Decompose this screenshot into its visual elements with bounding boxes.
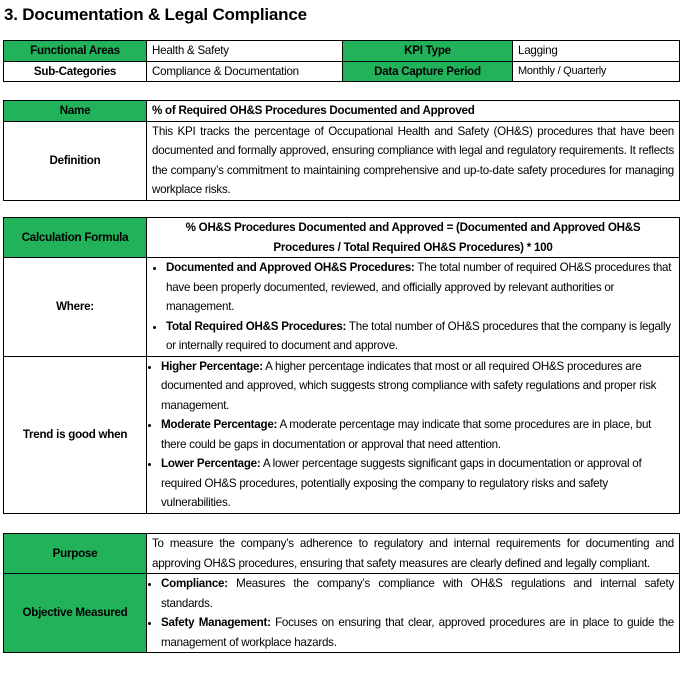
formula-value: % OH&S Procedures Documented and Approved = (Documented and Approved OH&S Procedures / Total Required OH&S Procedures) * 100 [147, 218, 680, 258]
section-title: 3. Documentation & Legal Compliance [4, 5, 307, 24]
calculation-table [3, 217, 680, 514]
objective-term: Compliance: [161, 577, 228, 590]
trend-text: A lower percentage suggests significant gaps in documentation or approval of required OH&S procedures, potentially exposing the company to regulatory risks and safety vulnerabilities. [161, 457, 642, 509]
purpose-value: To measure the company’s adherence to regulatory and internal requirements for documenting and approving OH&S procedures, ensuring that safety measures are clearly defined and legally compliant. [147, 534, 680, 574]
kpi-meta-table [3, 40, 680, 82]
sub-categories-value: Compliance & Documentation [147, 61, 343, 82]
definition-value: This KPI tracks the percentage of Occupational Health and Safety (OH&S) procedures that have been documented and formally approved, ensuring compliance with legal and regulatory requirements. It reflects the company’s commitment to maintaining comprehensive and up-to-date safety procedures for managing workplace risks. [147, 121, 680, 200]
trend-item [161, 415, 674, 454]
functional-areas-label: Functional Areas [4, 41, 147, 62]
data-capture-value: Monthly / Quarterly [513, 61, 680, 82]
purpose-label: Purpose [4, 534, 147, 574]
where-text: The total number of required OH&S procedures that have been properly documented, reviewed, and officially approved by relevant authorities or management. [166, 261, 672, 313]
where-term: Documented and Approved OH&S Procedures: [166, 261, 415, 274]
trend-term: Moderate Percentage: [161, 418, 278, 431]
definition-label: Definition [4, 121, 147, 200]
purpose-table [3, 533, 680, 653]
data-capture-label: Data Capture Period [343, 61, 513, 82]
trend-item [161, 357, 674, 416]
where-term: Total Required OH&S Procedures: [166, 319, 347, 333]
objective-item [161, 613, 674, 652]
trend-text: A higher percentage indicates that most or all required OH&S procedures are documented and approved, which suggests strong compliance with safety regulations and proper risk management. [161, 359, 657, 412]
objective-label: Objective Measured [4, 574, 147, 653]
where-label: Where: [4, 258, 147, 357]
objective-term: Safety Management: [161, 616, 271, 629]
objective-text: Focuses on ensuring that clear, approved procedures are in place to guide the management of workplace hazards. [161, 616, 674, 649]
objective-text: Measures the company’s compliance with OH&S regulations and internal safety standards. [161, 577, 674, 610]
objective-list [147, 574, 680, 653]
kpi-type-value: Lagging [513, 41, 680, 62]
name-label: Name [4, 101, 147, 122]
trend-text: A moderate percentage may indicate that some procedures are in place, but there could be gaps in documentation or approval that need attention. [161, 418, 652, 451]
sub-categories-label: Sub-Categories [4, 61, 147, 82]
where-item [166, 317, 674, 356]
kpi-definition-table [3, 100, 680, 201]
where-text: The total number of OH&S procedures that the company is legally or internally required to document and approve. [166, 319, 671, 352]
trend-item [161, 454, 674, 513]
trend-label: Trend is good when [4, 356, 147, 513]
trend-term: Higher Percentage: [161, 359, 263, 373]
where-list [147, 258, 680, 357]
trend-list [147, 356, 680, 513]
where-item [166, 258, 674, 317]
objective-item [161, 574, 674, 613]
trend-term: Lower Percentage: [161, 457, 261, 470]
kpi-type-label: KPI Type [343, 41, 513, 62]
functional-areas-value: Health & Safety [147, 41, 343, 62]
name-value: % of Required OH&S Procedures Documented and Approved [147, 101, 680, 122]
formula-label: Calculation Formula [4, 218, 147, 258]
